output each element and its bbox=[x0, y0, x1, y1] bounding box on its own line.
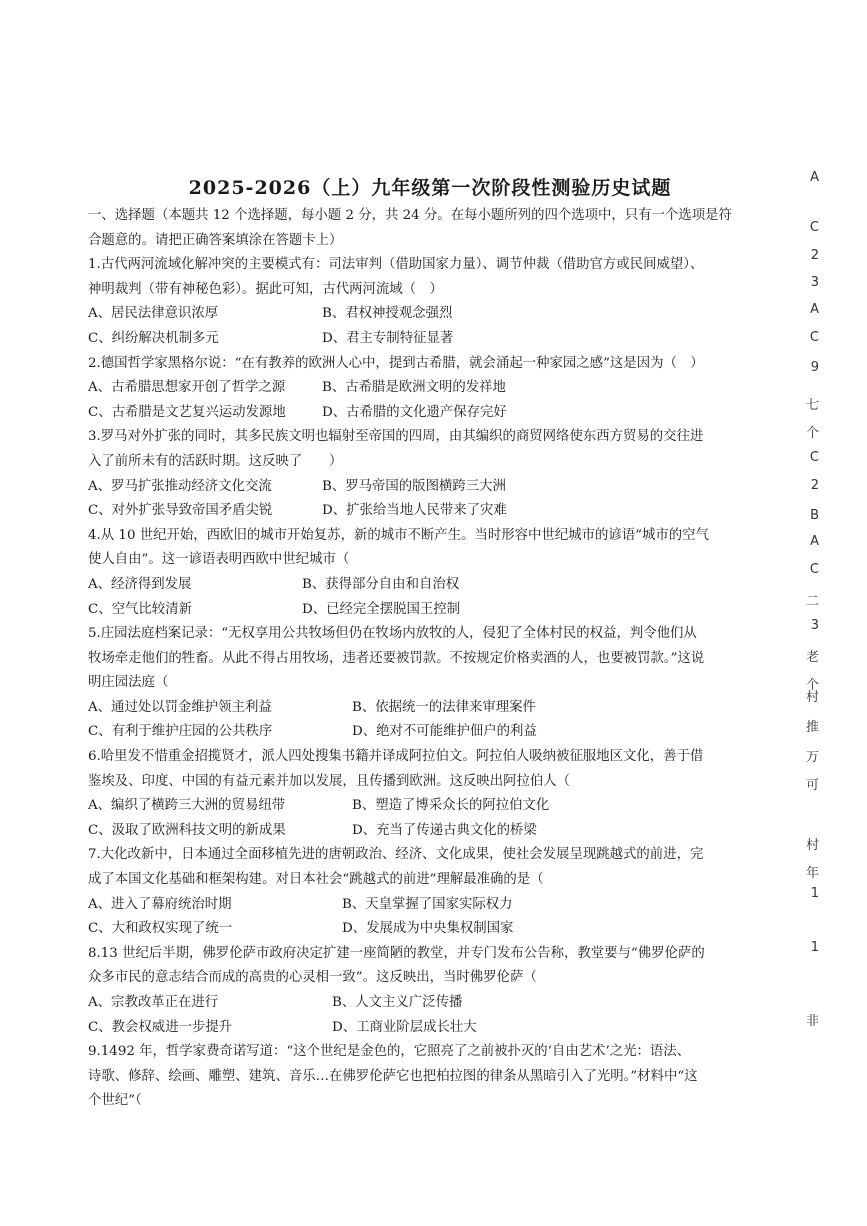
option-choice: C、空气比较清新 bbox=[88, 601, 192, 617]
options-row bbox=[88, 327, 758, 352]
question-stem-line: 1.古代两河流域化解冲突的主要模式有：司法审判（借助国家力量）、调节仲裁（借助官方或民间威望）、 bbox=[88, 257, 704, 273]
options-row bbox=[88, 1016, 758, 1041]
bleed-fragment: 二 bbox=[805, 594, 819, 609]
option-choice: D、工商业阶层成长壮大 bbox=[332, 1019, 477, 1035]
section-heading-line-1: 一、选择题（本题共 12 个选择题，每小题 2 分，共 24 分。在每小题所列的四个选项中，只有一个选项是符 bbox=[88, 208, 732, 223]
bleed-fragment: C bbox=[809, 450, 819, 465]
option-choice: A、通过处以罚金维护领主利益 bbox=[88, 699, 272, 715]
option-choice: C、古希腊是文艺复兴运动发源地 bbox=[88, 404, 286, 420]
question-7 bbox=[88, 843, 758, 941]
bleed-fragment: 村 bbox=[805, 838, 819, 853]
options-row bbox=[88, 991, 758, 1016]
bleed-fragment: 3 bbox=[810, 275, 819, 290]
question-6 bbox=[88, 745, 758, 843]
bleed-fragment: 2 bbox=[810, 478, 819, 493]
bleed-fragment: A bbox=[810, 170, 819, 185]
question-3 bbox=[88, 425, 758, 523]
bleed-fragment: 七 bbox=[805, 398, 819, 413]
option-choice: C、有利于维护庄园的公共秩序 bbox=[88, 724, 273, 740]
question-stem-line: 成了本国文化基础和框架构建。对日本社会“跳越式的前进”理解最准确的是（ bbox=[88, 872, 544, 888]
options-row bbox=[88, 794, 758, 819]
options-row bbox=[88, 573, 758, 598]
section-heading-line-2: 合题意的。请把正确答案填涂在答题卡上） bbox=[88, 232, 343, 248]
option-choice: A、宗教改革正在进行 bbox=[88, 995, 219, 1010]
option-choice: B、塑造了博采众长的阿拉伯文化 bbox=[352, 798, 550, 814]
bleed-fragment: B bbox=[810, 508, 819, 523]
option-choice: C、教会权威进一步提升 bbox=[88, 1019, 233, 1035]
question-stem-line: 神明裁判（带有神秘色彩）。据此可知，古代两河流域（ ） bbox=[88, 281, 443, 297]
option-choice: D、已经完全摆脱国王控制 bbox=[302, 601, 461, 617]
option-choice: C、汲取了欧洲科技文明的新成果 bbox=[88, 822, 286, 838]
bleed-fragment: 可 bbox=[805, 778, 819, 793]
question-4 bbox=[88, 524, 758, 622]
exam-content bbox=[88, 204, 758, 1114]
option-choice: B、获得部分自由和自治权 bbox=[302, 576, 460, 592]
adjacent-page-bleed bbox=[797, 170, 867, 1110]
bleed-fragment: 9 bbox=[810, 360, 819, 375]
option-choice: C、大和政权实现了统一 bbox=[88, 921, 233, 937]
question-list bbox=[88, 253, 758, 1114]
options-row bbox=[88, 302, 758, 327]
question-stem-line: 4.从 10 世纪开始，西欧旧的城市开始复苏，新的城市不断产生。当时形容中世纪城市的谚语“城市的空气 bbox=[88, 527, 709, 543]
question-1 bbox=[88, 253, 758, 351]
question-stem-line: 明庄园法庭（ bbox=[88, 675, 169, 691]
question-stem-line: 个世纪”（ bbox=[88, 1093, 142, 1109]
bleed-fragment: 1 bbox=[810, 886, 819, 901]
option-choice: D、发展成为中央集权制国家 bbox=[342, 921, 514, 937]
bleed-fragment: 个 bbox=[805, 426, 819, 441]
question-9 bbox=[88, 1040, 758, 1114]
question-stem-line: 9.1492 年，哲学家费奇诺写道：“这个世纪是金色的，它照亮了之前被扑灭的‘自由艺术’之光：语法、 bbox=[88, 1044, 691, 1060]
option-choice: A、进入了幕府统治时期 bbox=[88, 896, 232, 912]
option-choice: B、罗马帝国的版图横跨三大洲 bbox=[322, 478, 506, 494]
bleed-fragment: 万 bbox=[805, 750, 819, 765]
option-choice: B、人文主义广泛传播 bbox=[332, 995, 463, 1010]
bleed-fragment: A bbox=[810, 302, 819, 317]
question-stem-line: 3.罗马对外扩张的同时，其多民族文明也辐射至帝国的四周，由其编织的商贸网络使东西方贸易的交往进 bbox=[88, 429, 704, 445]
question-5 bbox=[88, 622, 758, 745]
option-choice: B、天皇掌握了国家实际权力 bbox=[342, 896, 513, 912]
bleed-fragment: 年 bbox=[805, 866, 819, 881]
bleed-fragment: C bbox=[809, 330, 819, 345]
question-stem-line: 入了前所未有的活跃时期。这反映了 ） bbox=[88, 453, 343, 469]
options-row bbox=[88, 401, 758, 426]
question-stem-line: 鉴埃及、印度、中国的有益元素并加以发展，且传播到欧洲。这反映出阿拉伯人（ bbox=[88, 773, 571, 789]
bleed-fragment: 村 bbox=[805, 690, 819, 705]
question-stem-line: 使人自由”。这一谚语表明西欧中世纪城市（ bbox=[88, 552, 350, 568]
option-choice: D、充当了传递古典文化的桥梁 bbox=[352, 822, 537, 838]
bleed-fragment: 3 bbox=[810, 618, 819, 633]
options-row bbox=[88, 499, 758, 524]
options-row bbox=[88, 917, 758, 942]
question-stem-line: 8.13 世纪后半期，佛罗伦萨市政府决定扩建一座简陋的教堂，并专门发布公告称，教堂要与“佛罗伦萨的 bbox=[88, 945, 705, 961]
option-choice: A、编织了横跨三大洲的贸易纽带 bbox=[88, 798, 286, 814]
option-choice: A、古希腊思想家开创了哲学之源 bbox=[88, 380, 286, 396]
option-choice: B、君权神授观念强烈 bbox=[322, 306, 453, 322]
question-stem-line: 2.德国哲学家黑格尔说：“在有教养的欧洲人心中，提到古希腊，就会涌起一种家园之感”这是因为（ ） bbox=[88, 355, 704, 371]
question-stem-line: 5.庄园法庭档案记录：“无权享用公共牧场但仍在牧场内放牧的人，侵犯了全体村民的权益，判令他们从 bbox=[88, 626, 697, 642]
option-choice: A、居民法律意识浓厚 bbox=[88, 306, 219, 322]
question-stem-line: 诗歌、修辞、绘画、雕塑、建筑、音乐…在佛罗伦萨它也把柏拉图的律条从黑暗引入了光明。”材料中“这 bbox=[88, 1068, 698, 1084]
bleed-fragment: A bbox=[810, 534, 819, 549]
exam-title: 2025-2026（上）九年级第一次阶段性测验历史试题 bbox=[188, 177, 672, 199]
question-stem-line: 7.大化改新中，日本通过全面移植先进的唐朝政治、经济、文化成果，使社会发展呈现跳越式的前进，完 bbox=[88, 847, 704, 863]
option-choice: A、经济得到发展 bbox=[88, 576, 192, 592]
bleed-fragment: 非 bbox=[805, 1014, 819, 1029]
bleed-fragment: 老 bbox=[805, 650, 819, 665]
bleed-fragment: 1 bbox=[810, 940, 819, 955]
bleed-fragment: C bbox=[809, 562, 819, 577]
option-choice: D、古希腊的文化遗产保存完好 bbox=[322, 404, 507, 420]
question-stem-line: 众多市民的意志结合而成的高贵的心灵相一致”。这反映出，当时佛罗伦萨（ bbox=[88, 970, 537, 986]
option-choice: B、古希腊是欧洲文明的发祥地 bbox=[322, 380, 506, 396]
options-row bbox=[88, 475, 758, 500]
question-stem-line: 牧场牵走他们的牲畜。从此不得占用牧场，违者还要被罚款。不按规定价格卖酒的人，也要被罚款。”这说 bbox=[88, 650, 705, 666]
bleed-fragment: C bbox=[809, 220, 819, 235]
options-row bbox=[88, 720, 758, 745]
option-choice: D、扩张给当地人民带来了灾难 bbox=[322, 503, 507, 519]
bleed-fragment: 推 bbox=[805, 720, 819, 735]
bleed-fragment: 2 bbox=[810, 248, 819, 263]
option-choice: D、君主专制特征显著 bbox=[322, 330, 454, 346]
option-choice: D、绝对不可能维护佃户的利益 bbox=[352, 724, 537, 740]
options-row bbox=[88, 598, 758, 623]
option-choice: C、纠纷解决机制多元 bbox=[88, 330, 219, 346]
option-choice: A、罗马扩张推动经济文化交流 bbox=[88, 478, 272, 494]
question-8 bbox=[88, 942, 758, 1040]
option-choice: B、依据统一的法律来审理案件 bbox=[352, 699, 536, 715]
options-row bbox=[88, 893, 758, 918]
options-row bbox=[88, 819, 758, 844]
option-choice: C、对外扩张导致帝国矛盾尖锐 bbox=[88, 503, 273, 519]
options-row bbox=[88, 376, 758, 401]
question-2 bbox=[88, 352, 758, 426]
bleed-fragment: 个 bbox=[805, 678, 819, 693]
options-row bbox=[88, 696, 758, 721]
question-stem-line: 6.哈里发不惜重金招揽贤才，派人四处搜集书籍并译成阿拉伯文。阿拉伯人吸纳被征服地区文化，善于借 bbox=[88, 749, 704, 765]
